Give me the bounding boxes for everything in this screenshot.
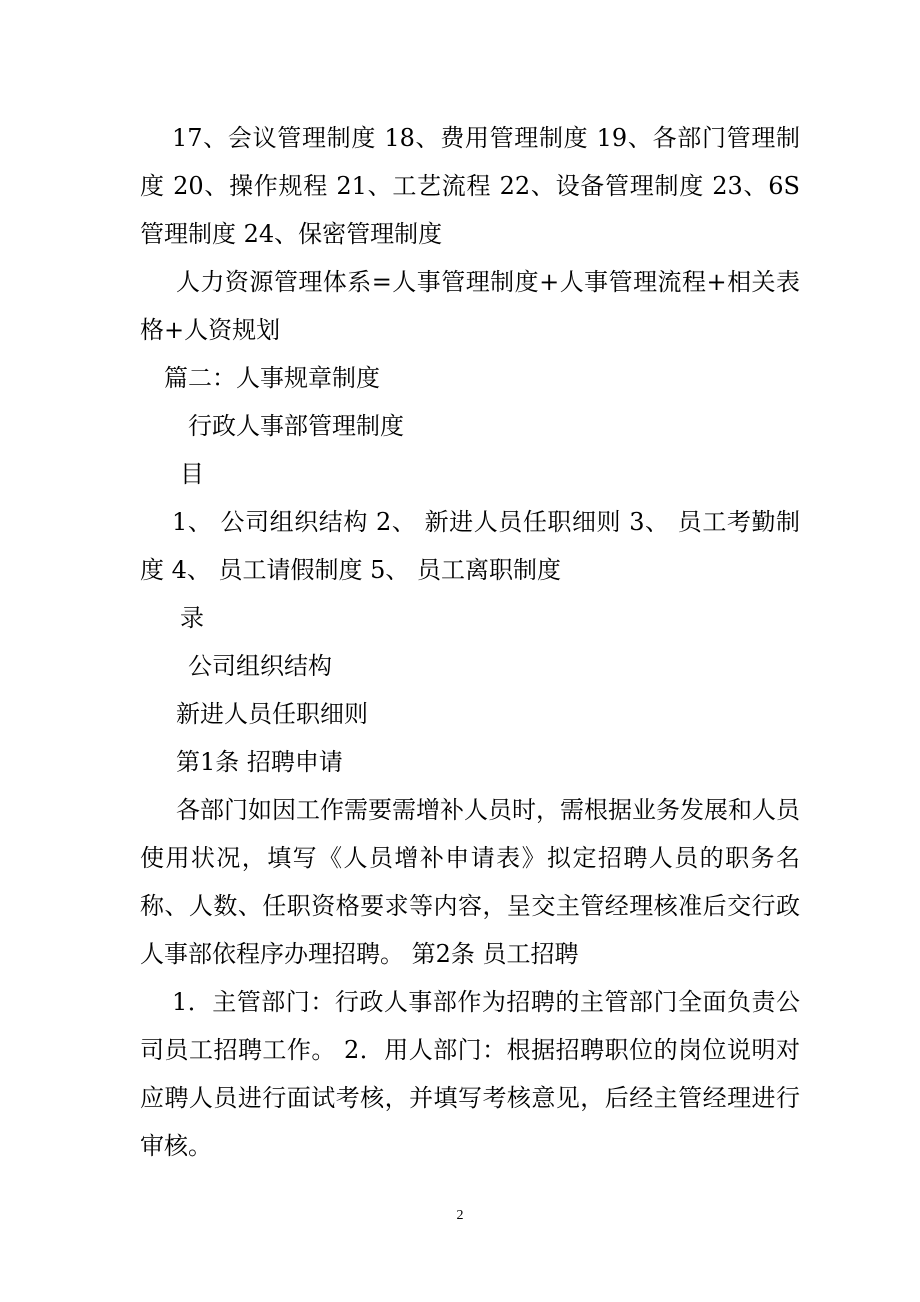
toc-heading-start: 目 [180,460,204,488]
paragraph-management-list: 17、会议管理制度 18、费用管理制度 19、各部门管理制度 20、操作规程 21、工艺流程 22、设备管理制度 23、6S管理制度 24、保密管理制度 [140,124,800,248]
section-heading-part-two: 篇二：人事规章制度 [164,364,380,392]
toc-list: 1、 公司组织结构 2、 新进人员任职细则 3、 员工考勤制度 4、 员工请假制度 5、 员工离职制度 [140,508,800,584]
toc-heading-end: 录 [180,604,204,632]
article-2-body: 1．主管部门：行政人事部作为招聘的主管部门全面负责公司员工招聘工作。 2．用人部门：根据招聘职位的岗位说明对应聘人员进行面试考核，并填写考核意见，后经主管经理进行审核。 [140,988,800,1160]
paragraph-hr-system-formula: 人力资源管理体系=人事管理制度+人事管理流程+相关表格+人资规划 [140,268,800,344]
heading-new-employee-rules: 新进人员任职细则 [176,700,368,728]
article-1-body: 各部门如因工作需要需增补人员时，需根据业务发展和人员使用状况，填写《人员增补申请表》拟定招聘人员的职务名称、人数、任职资格要求等内容，呈交主管经理核准后交行政人事部依程序办理招聘。 第2条 员工招聘 [140,796,800,968]
article-1-heading: 第1条 招聘申请 [176,748,343,776]
page-number: 2 [456,1208,464,1223]
heading-company-structure: 公司组织结构 [188,652,332,680]
document-body [140,114,800,1170]
document-title: 行政人事部管理制度 [188,412,404,440]
